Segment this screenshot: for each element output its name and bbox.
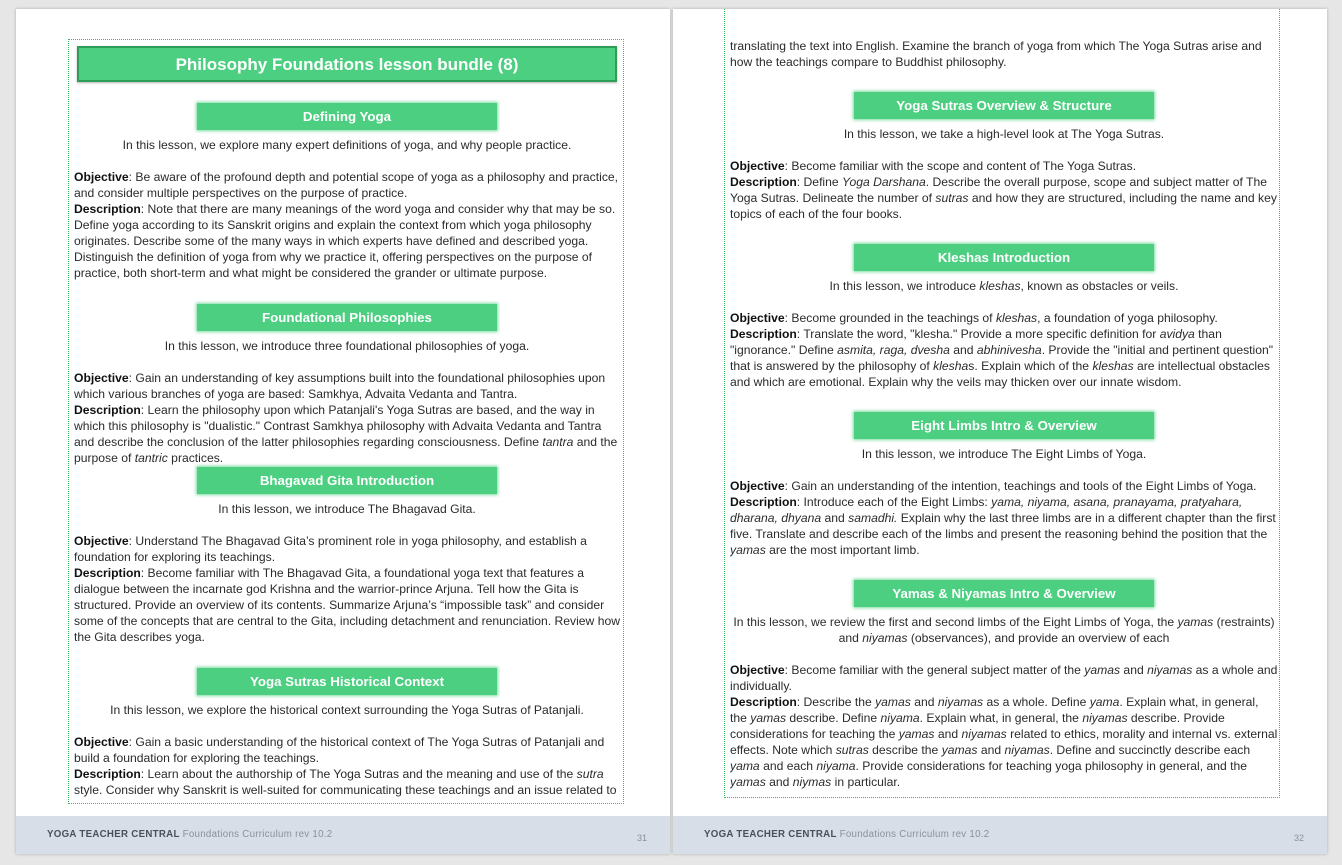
term: yamas <box>875 695 911 709</box>
description-text: and <box>949 343 977 357</box>
description-text: related to ethics, morality and internal vs. external effects. Note which <box>730 727 1278 757</box>
term: niyamas <box>1004 743 1050 757</box>
brand-subtitle: Foundations Curriculum rev 10.2 <box>839 829 990 840</box>
description-text: : Define <box>796 175 843 189</box>
page-content <box>74 40 620 803</box>
description-text: and each <box>759 759 817 773</box>
objective-text: , a foundation of yoga philosophy. <box>1037 311 1218 325</box>
lesson-body <box>730 310 1278 390</box>
intro-text: In this lesson, we review the first and second limbs of the Eight Limbs of Yoga, the <box>733 615 1178 629</box>
term: Yoga Darshana <box>842 175 926 189</box>
objective-text: : Understand The Bhagavad Gita’s prominent role in yoga philosophy, and establish a foundation for exploring its teachings. <box>74 534 587 564</box>
term: yamas <box>941 743 978 757</box>
term: yamas <box>750 711 787 725</box>
footer-brand <box>47 829 333 840</box>
term: niyamas <box>937 695 984 709</box>
intro-text: In this lesson, we introduce <box>829 279 980 293</box>
bundle-title: Philosophy Foundations lesson bundle (8) <box>77 46 617 82</box>
objective-label: Objective <box>74 534 129 548</box>
term: avidya <box>1159 327 1195 341</box>
description-text: s. Explain which of the <box>968 359 1093 373</box>
description-text: are the most important limb. <box>765 543 920 557</box>
objective-text: as a whole and individually. <box>730 663 1278 693</box>
description-text: : Translate the word, "klesha." Provide a more specific definition for <box>796 327 1160 341</box>
lesson-intro: In this lesson, we introduce The Bhagavad Gita. <box>218 502 476 516</box>
objective-text: : Be aware of the profound depth and potential scope of yoga as a philosophy and practice, and consider multiple perspectives on the purpose of practice. <box>74 170 619 200</box>
term: tantric <box>134 451 168 465</box>
term: yama <box>1089 695 1120 709</box>
objective-text: : Become familiar with the scope and content of The Yoga Sutras. <box>784 159 1137 173</box>
objective-label: Objective <box>74 371 129 385</box>
lesson-body <box>730 478 1278 558</box>
objective-text: : Gain a basic understanding of the historical context of The Yoga Sutras of Patanjali and build a foundation for exploring the teachings. <box>74 735 605 765</box>
description-text: . Define and succinctly describe each <box>1049 743 1251 757</box>
page-31 <box>16 9 670 854</box>
lesson-intro: In this lesson, we introduce The Eight Limbs of Yoga. <box>861 447 1147 461</box>
lesson-title-yoga-sutras-overview: Yoga Sutras Overview & Structure <box>854 92 1154 119</box>
objective-label: Objective <box>730 479 785 493</box>
description-label: Description <box>730 175 797 189</box>
objective-label: Objective <box>730 159 785 173</box>
term: yamas <box>898 727 935 741</box>
description-label: Description <box>74 566 141 580</box>
lesson-title-defining-yoga: Defining Yoga <box>197 103 497 130</box>
lesson-body <box>74 734 620 798</box>
description-text: : Learn about the authorship of The Yoga Sutras and the meaning and use of the <box>140 767 577 781</box>
objective-text: : Become familiar with the general subject matter of the <box>784 663 1085 677</box>
lesson-continuation: translating the text into English. Examine the branch of yoga from which The Yoga Sutras arise and how the teachings compare to Buddhist philosophy. <box>730 39 1262 69</box>
term: sutra <box>576 767 604 781</box>
description-text: describe the <box>868 743 942 757</box>
brand-name: YOGA TEACHER CENTRAL <box>47 829 180 840</box>
description-text: practices. <box>167 451 224 465</box>
description-label: Description <box>730 327 797 341</box>
description-text: : Introduce each of the Eight Limbs: <box>796 495 992 509</box>
objective-text: : Gain an understanding of the intention, teachings and tools of the Eight Limbs of Yoga. <box>784 479 1257 493</box>
description-text: as a whole. Define <box>983 695 1090 709</box>
brand-name: YOGA TEACHER CENTRAL <box>704 829 837 840</box>
term: yamas <box>730 543 766 557</box>
description-text: describe. Provide considerations for teaching the <box>730 711 1225 741</box>
term: tantra <box>542 435 574 449</box>
term: niyama <box>880 711 920 725</box>
description-text: and <box>910 695 938 709</box>
objective-label: Objective <box>74 170 129 184</box>
description-text: are intellectual obstacles and which are emotional. Explain why the veils may thicken over our innate wisdom. <box>730 359 1270 389</box>
page-content <box>730 38 1278 798</box>
description-text: : Learn the philosophy upon which Patanjali's Yoga Sutras are based, and the way in which this philosophy is "dualistic." Contrast Samkhya philosophy with Advaita Vedanta and Tantra and describe the conclusion of the latter philosophies regarding consciousness. Define <box>74 403 602 449</box>
lesson-intro: In this lesson, we explore the historical context surrounding the Yoga Sutras of Patanjali. <box>110 703 584 717</box>
term: niyamas <box>961 727 1007 741</box>
term: niyamas <box>1082 711 1128 725</box>
brand-subtitle: Foundations Curriculum rev 10.2 <box>182 829 333 840</box>
description-text: . Explain what, in general, the <box>730 695 1259 725</box>
description-text: and the purpose of <box>74 435 618 465</box>
objective-label: Objective <box>730 311 785 325</box>
description-text: and <box>821 511 849 525</box>
page-number: 31 <box>636 833 647 843</box>
description-text: in particular. <box>831 775 901 789</box>
description-text: and <box>977 743 1005 757</box>
description-text: and <box>765 775 793 789</box>
term: niymas <box>792 775 832 789</box>
lesson-body <box>74 533 620 645</box>
term: yamas <box>1177 615 1214 629</box>
lesson-intro: In this lesson, we take a high-level look at The Yoga Sutras. <box>843 127 1165 141</box>
objective-label: Objective <box>74 735 129 749</box>
lesson-body <box>74 370 620 466</box>
objective-label: Objective <box>730 663 785 677</box>
lesson-intro <box>730 278 1278 294</box>
page-footer <box>673 816 1327 854</box>
description-label: Description <box>74 403 141 417</box>
lesson-title-yamas-niyamas: Yamas & Niyamas Intro & Overview <box>854 580 1154 607</box>
term: klesha <box>933 359 969 373</box>
term: samadhi. <box>848 511 898 525</box>
description-text: . Explain what, in general, the <box>919 711 1083 725</box>
description-text: . Describe the overall purpose, scope and subject matter of The Yoga Sutras. Delineate the number of <box>730 175 1267 205</box>
term: kleshas <box>979 279 1021 293</box>
description-text: and how they are structured, including the name and key topics of each of the four books. <box>730 191 1277 221</box>
term: sutras <box>835 743 869 757</box>
description-text: . Provide considerations for teaching yoga philosophy in general, and the <box>855 759 1247 773</box>
term: abhinivesha <box>976 343 1042 357</box>
page-number: 32 <box>1293 833 1304 843</box>
term: yamas <box>730 775 766 789</box>
term: niyama <box>816 759 856 773</box>
lesson-title-eight-limbs: Eight Limbs Intro & Overview <box>854 412 1154 439</box>
description-text: : Describe the <box>796 695 876 709</box>
objective-text: : Gain an understanding of key assumptions built into the foundational philosophies upon which various branches of yoga are based: Samkhya, Advaita Vedanta and Tantra. <box>74 371 606 401</box>
intro-text: , known as obstacles or veils. <box>1020 279 1179 293</box>
description-text: Explain why the last three limbs are in a different chapter than the first five. Translate and describe each of the limbs and present the reasoning behind the position that the <box>730 511 1276 541</box>
lesson-intro: In this lesson, we explore many expert definitions of yoga, and why people practice. <box>122 138 572 152</box>
term: niyamas <box>1147 663 1193 677</box>
term: yama, niyama, asana, pranayama, pratyahara, dharana, dhyana <box>730 495 1243 525</box>
lesson-intro: In this lesson, we introduce three foundational philosophies of yoga. <box>164 339 530 353</box>
description-label: Description <box>730 695 797 709</box>
term: kleshas <box>1092 359 1134 373</box>
page-32 <box>673 9 1327 854</box>
term: kleshas <box>995 311 1038 325</box>
description-text: describe. Define <box>786 711 881 725</box>
lesson-body <box>730 662 1278 790</box>
objective-text: and <box>1120 663 1148 677</box>
lesson-body <box>74 169 620 281</box>
description-label: Description <box>74 202 141 216</box>
term: niyamas <box>862 631 908 645</box>
description-text: . Provide the "initial and pertinent question" that is answered by the philosophy of <box>730 343 1274 373</box>
intro-text: (observances), and provide an overview of each <box>907 631 1170 645</box>
lesson-title-kleshas: Kleshas Introduction <box>854 244 1154 271</box>
term: asmita, raga, dvesha <box>837 343 950 357</box>
description-text: : Note that there are many meanings of the word yoga and consider why that may be so. Define yoga according to its Sanskrit origins and explain the context from which yoga philosophy originates. Describe some of the many ways in which experts have defined and described yoga. Distinguish the definition of yoga from why we practice it, offering perspectives on the purpose of practice, both short-term and what might be considered the grander or ultimate purpose. <box>74 202 616 280</box>
footer-brand <box>704 829 990 840</box>
description-text: style. Consider why Sanskrit is well-suited for communicating these teachings and an issue related to <box>74 783 617 797</box>
intro-text: (restraints) and <box>838 615 1275 645</box>
lesson-title-yoga-sutras-historical-context: Yoga Sutras Historical Context <box>197 668 497 695</box>
description-text: and <box>934 727 962 741</box>
term: sutras <box>935 191 969 205</box>
description-text: : Become familiar with The Bhagavad Gita, a foundational yoga text that features a dialogue between the incarnate god Krishna and the warrior-prince Arjuna. Tell how the Gita is structured. Provide an overview of its contents. Summarize Arjuna’s “impossible task” and consider some of the concepts that are central to the Gita, including detachment and renunciation. Review how the Gita describes yoga. <box>74 566 620 644</box>
term: yama <box>730 759 760 773</box>
lesson-body <box>730 158 1278 222</box>
term: yamas <box>1084 663 1121 677</box>
page-footer <box>16 816 670 854</box>
lesson-intro <box>730 614 1278 646</box>
description-label: Description <box>74 767 141 781</box>
description-label: Description <box>730 495 797 509</box>
objective-text: : Become grounded in the teachings of <box>784 311 996 325</box>
lesson-title-bhagavad-gita: Bhagavad Gita Introduction <box>197 467 497 494</box>
lesson-title-foundational-philosophies: Foundational Philosophies <box>197 304 497 331</box>
description-text: than "ignorance." Define <box>730 327 1222 357</box>
